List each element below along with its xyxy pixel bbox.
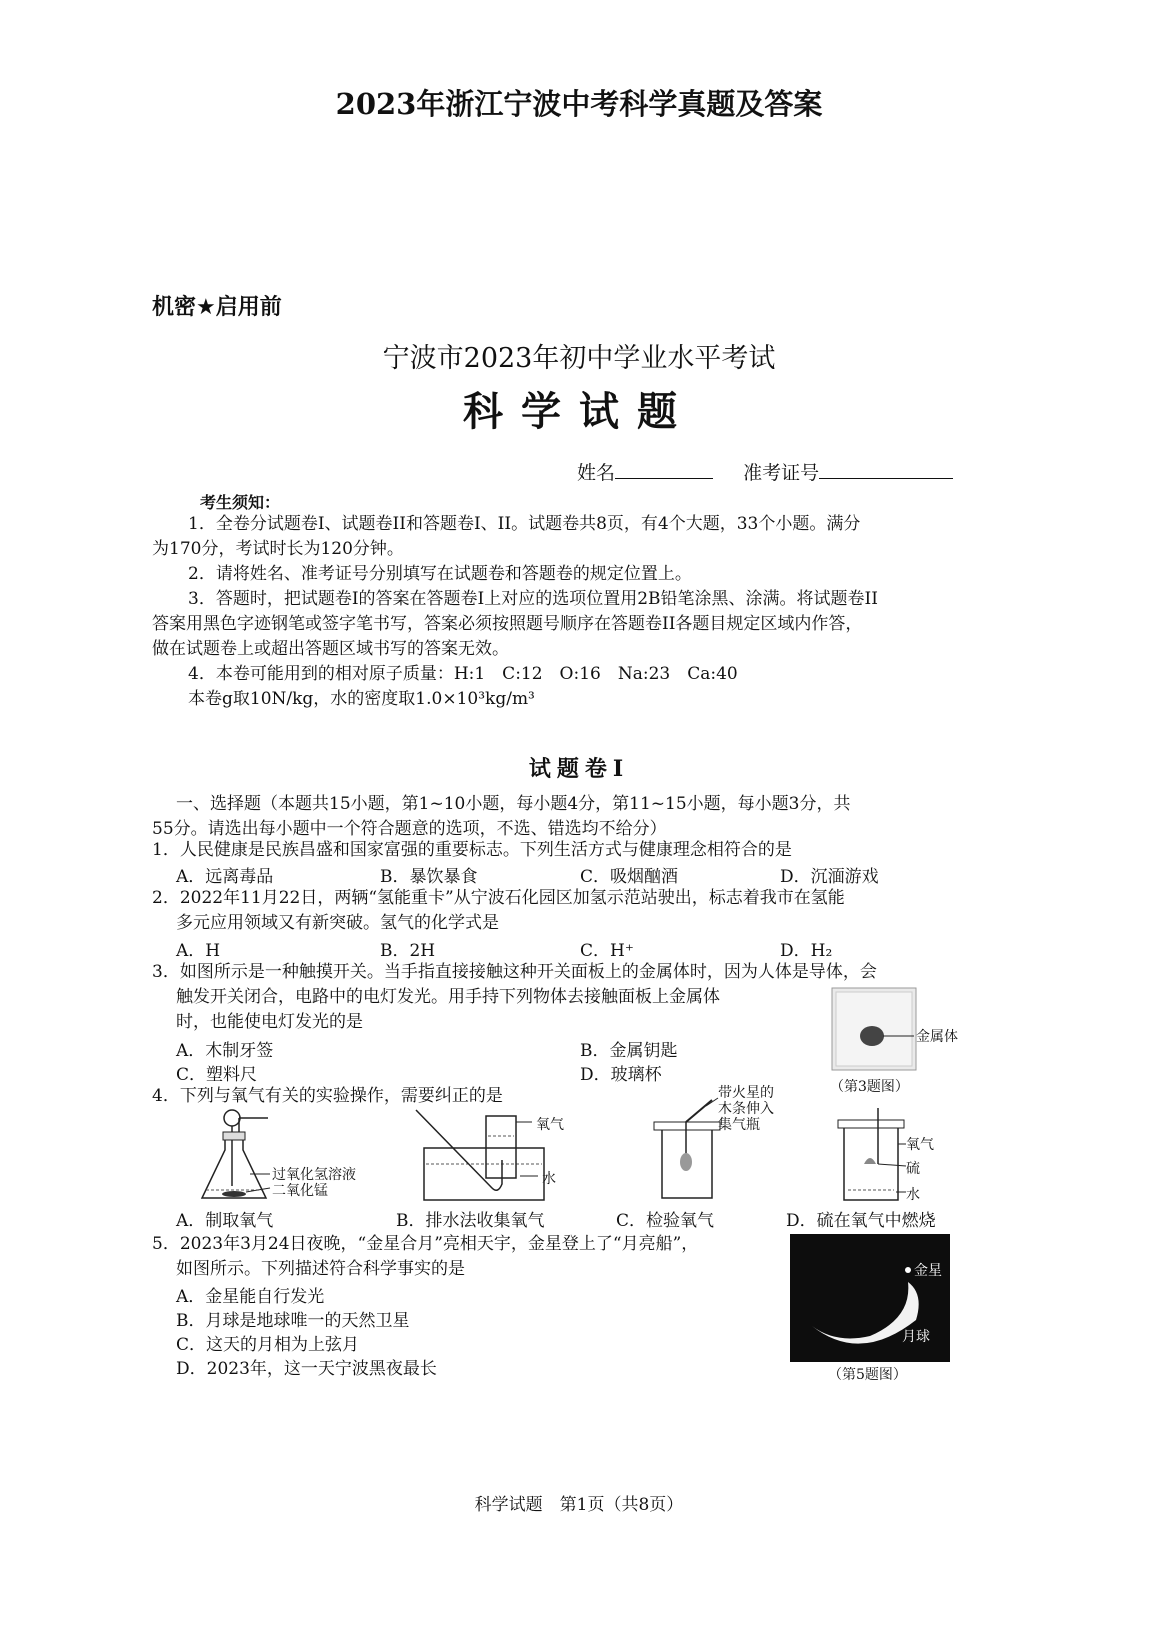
q5-option-d: D．2023年，这一天宁波黑夜最长 (176, 1359, 437, 1379)
splint-insert-label: 木条伸入 (718, 1101, 774, 1117)
confidential-label: 机密★启用前 (152, 295, 282, 320)
id-label: 准考证号 (743, 462, 820, 484)
q3-stem-line-3: 时，也能使电灯发光的是 (176, 1012, 363, 1032)
notice-item-1-cont: 为170分，考试时长为120分钟。 (152, 539, 404, 559)
q4-option-a: A．制取氧气 (176, 1211, 274, 1231)
q5-option-c: C．这天的月相为上弦月 (176, 1335, 360, 1355)
id-blank (819, 460, 953, 479)
gas-bottle-label: 集气瓶 (718, 1117, 760, 1133)
q5-stem-line-1: 5．2023年3月24日夜晚，“金星合月”亮相天宇，金星登上了“月亮船”， (152, 1234, 699, 1254)
hydrogen-peroxide-label: 过氧化氢溶液 (272, 1167, 356, 1183)
document-title: 2023年浙江宁波中考科学真题及答案 (335, 87, 823, 121)
section-intro-line-1: 一、选择题（本题共15小题，第1~10小题，每小题4分，第11~15小题，每小题3分，共 (176, 794, 851, 814)
q3-option-b: B．金属钥匙 (580, 1041, 678, 1061)
q3-stem-line-2: 触发开关闭合，电路中的电灯发光。用手持下列物体去接触面板上金属体 (176, 987, 720, 1007)
q5-stem-line-2: 如图所示。下列描述符合科学事实的是 (176, 1259, 465, 1279)
q3-caption: （第3题图） (830, 1079, 909, 1095)
q1-option-a: A．远离毒品 (176, 867, 274, 887)
notice-title: 考生须知： (200, 493, 281, 512)
notice-item-2: 2．请将姓名、准考证号分别填写在试题卷和答题卷的规定位置上。 (188, 564, 692, 584)
q2-option-a: A．H (176, 941, 221, 961)
manganese-dioxide-label: 二氧化锰 (272, 1183, 328, 1199)
q2-option-d: D．H₂ (780, 941, 833, 961)
page-footer: 科学试题 第1页（共8页） (474, 1495, 684, 1515)
q4-option-c: C．检验氧气 (616, 1211, 715, 1231)
candidate-id-row (577, 458, 953, 485)
water-label-d: 水 (906, 1187, 920, 1203)
venus-label: 金星 (914, 1263, 942, 1279)
q4-option-d: D．硫在氧气中燃烧 (786, 1211, 936, 1231)
moon-label: 月球 (902, 1329, 930, 1345)
exam-subject: 科学试题 (463, 389, 695, 435)
metal-body-label: 金属体 (916, 1029, 958, 1045)
q4-option-b: B．排水法收集氧气 (396, 1211, 545, 1231)
q5-figure (790, 1234, 950, 1382)
section-title: 试题卷I (528, 756, 630, 782)
q5-option-b: B．月球是地球唯一的天然卫星 (176, 1311, 410, 1331)
q4-stem: 4．下列与氧气有关的实验操作，需要纠正的是 (152, 1086, 503, 1106)
q1-option-b: B．暴饮暴食 (380, 867, 478, 887)
q1-option-c: C．吸烟酗酒 (580, 867, 679, 887)
q4-figure-b (414, 1108, 584, 1208)
q2-option-c: C．H⁺ (580, 941, 634, 961)
sulfur-label-d: 硫 (906, 1161, 920, 1177)
notice-item-4-extra: 本卷g取10N/kg，水的密度取1.0×10³kg/m³ (188, 689, 535, 709)
notice-item-3-cont: 答案用黑色字迹钢笔或签字笔书写，答案必须按照题号顺序在答题卷II各题目规定区域内作答， (152, 614, 863, 634)
q3-figure (826, 984, 986, 1096)
name-blank (615, 460, 713, 479)
q3-stem (152, 960, 877, 1035)
name-label: 姓名 (577, 462, 616, 484)
q3-stem-line-1: 3．如图所示是一种触摸开关。当手指直接接触这种开关面板上的金属体时，因为人体是导体，会 (152, 962, 877, 982)
q1-stem: 1．人民健康是民族昌盛和国家富强的重要标志。下列生活方式与健康理念相符合的是 (152, 840, 792, 860)
q4-figure-a (192, 1108, 392, 1208)
q3-option-c: C．塑料尺 (176, 1065, 258, 1085)
oxygen-label-d: 氧气 (906, 1137, 934, 1153)
glowing-splint-label: 带火星的 (718, 1085, 774, 1101)
q5-option-a: A．金星能自行发光 (176, 1287, 325, 1307)
water-label-b: 水 (542, 1171, 556, 1187)
notice-list (152, 512, 1012, 712)
notice-item-1: 1．全卷分试题卷I、试题卷II和答题卷I、II。试题卷共8页，有4个大题，33个小题。满分 (188, 514, 861, 534)
q5-stem (152, 1232, 698, 1282)
notice-item-3-cont2: 做在试题卷上或超出答题区域书写的答案无效。 (152, 639, 509, 659)
sulfur-combustion-apparatus (836, 1108, 966, 1208)
section-intro-line-2: 55分。请选出每小题中一个符合题意的选项，不选、错选均不给分） (152, 819, 667, 839)
q2-stem-line-2: 多元应用领域又有新突破。氢气的化学式是 (176, 913, 499, 933)
q3-option-d: D．玻璃杯 (580, 1065, 662, 1085)
oxygen-label-b: 氧气 (536, 1117, 564, 1133)
notice-item-4: 4．本卷可能用到的相对原子质量：H:1 C:12 O:16 Na:23 Ca:40 (188, 664, 738, 684)
q2-option-b: B．2H (380, 941, 436, 961)
q2-stem-line-1: 2．2022年11月22日，两辆“氢能重卡”从宁波石化园区加氢示范站驶出，标志着我市在氢能 (152, 888, 845, 908)
q4-figure-c (650, 1080, 800, 1208)
q1-option-d: D．沉湎游戏 (780, 867, 879, 887)
exam-name: 宁波市2023年初中学业水平考试 (382, 343, 776, 374)
notice-item-3: 3．答题时，把试题卷I的答案在答题卷I上对应的选项位置用2B铅笔涂黑、涂满。将试题卷II (188, 589, 878, 609)
q5-caption: （第5题图） (828, 1367, 907, 1383)
section-intro (152, 792, 1012, 842)
q3-option-a: A．木制牙签 (176, 1041, 274, 1061)
q4-figure-d (836, 1108, 966, 1208)
q2-stem (152, 886, 845, 936)
